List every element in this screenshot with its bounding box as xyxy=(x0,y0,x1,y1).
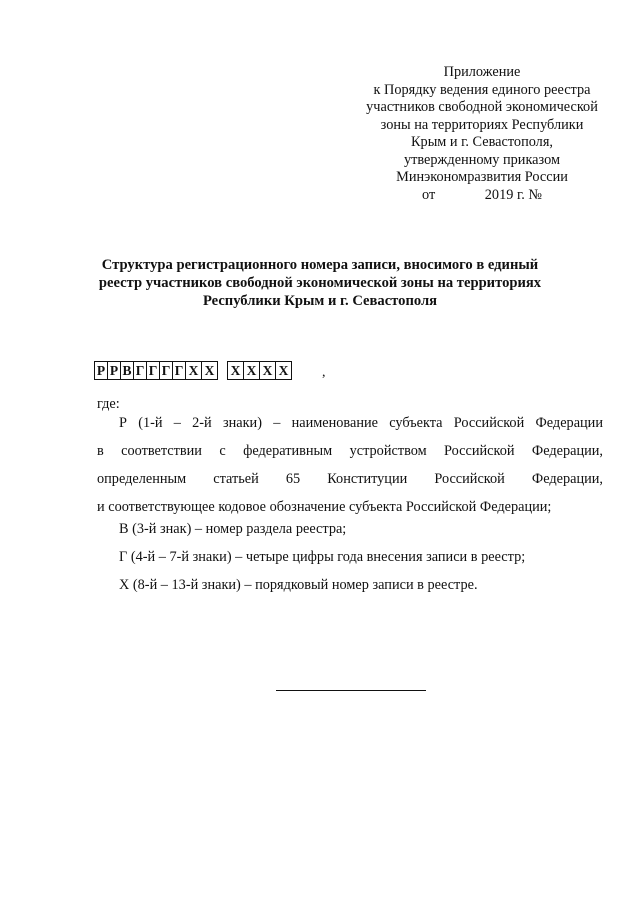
appendix-line: зоны на территориях Республики xyxy=(380,116,584,133)
template-box: Х xyxy=(185,361,202,380)
appendix-line: Приложение xyxy=(443,64,521,80)
template-box: Х xyxy=(243,361,260,380)
template-box: Г xyxy=(159,361,173,380)
document-title xyxy=(96,256,544,310)
definition-line: определенным статьей 65 Конституции Российской Федерации, xyxy=(97,471,603,487)
appendix-line: к Порядку ведения единого реестра xyxy=(373,81,591,98)
template-gap xyxy=(217,361,227,380)
date-from-label: от xyxy=(421,186,436,203)
template-box: В xyxy=(120,361,134,380)
definition-v: В (3-й знак) – номер раздела реестра; xyxy=(119,521,347,537)
template-box: Р xyxy=(107,361,121,380)
appendix-line: Минэкономразвития России xyxy=(396,169,568,185)
appendix-line: Крым и г. Севастополя, xyxy=(411,134,553,150)
title-line: Структура регистрационного номера записи, вносимого в единый xyxy=(101,257,539,273)
template-box: Р xyxy=(94,361,108,380)
template-comma: , xyxy=(322,365,326,380)
appendix-block xyxy=(352,64,612,204)
definition-line: в соответствии с федеративным устройством Российской Федерации, xyxy=(97,443,603,459)
appendix-line: участников свободной экономической xyxy=(366,99,598,115)
template-box: Х xyxy=(275,361,292,380)
definition-g: Г (4-й – 7-й знаки) – четыре цифры года внесения записи в реестр; xyxy=(119,549,526,565)
template-box: Х xyxy=(227,361,244,380)
definition-p xyxy=(97,409,603,521)
number-template xyxy=(94,361,291,380)
definition-line: и соответствующее кодовое обозначение субъекта Российской Федерации; xyxy=(97,499,552,515)
title-line: Республики Крым и г. Севастополя xyxy=(202,293,438,309)
template-box: Г xyxy=(172,361,186,380)
definition-x: Х (8-й – 13-й знаки) – порядковый номер записи в реестре. xyxy=(119,577,478,593)
date-year-label: 2019 г. № xyxy=(484,186,542,203)
appendix-line: утвержденному приказом xyxy=(403,151,561,168)
definition-line: Р (1-й – 2-й знаки) – наименование субъекта Российской Федерации xyxy=(119,415,603,431)
template-box: Х xyxy=(259,361,276,380)
appendix-date-line xyxy=(352,187,612,205)
template-box: Г xyxy=(146,361,160,380)
template-box: Г xyxy=(133,361,147,380)
template-box: Х xyxy=(201,361,218,380)
closing-rule xyxy=(276,690,426,691)
title-line: реестр участников свободной экономической зоны на территориях xyxy=(98,275,542,291)
where-label: где: xyxy=(97,396,120,412)
